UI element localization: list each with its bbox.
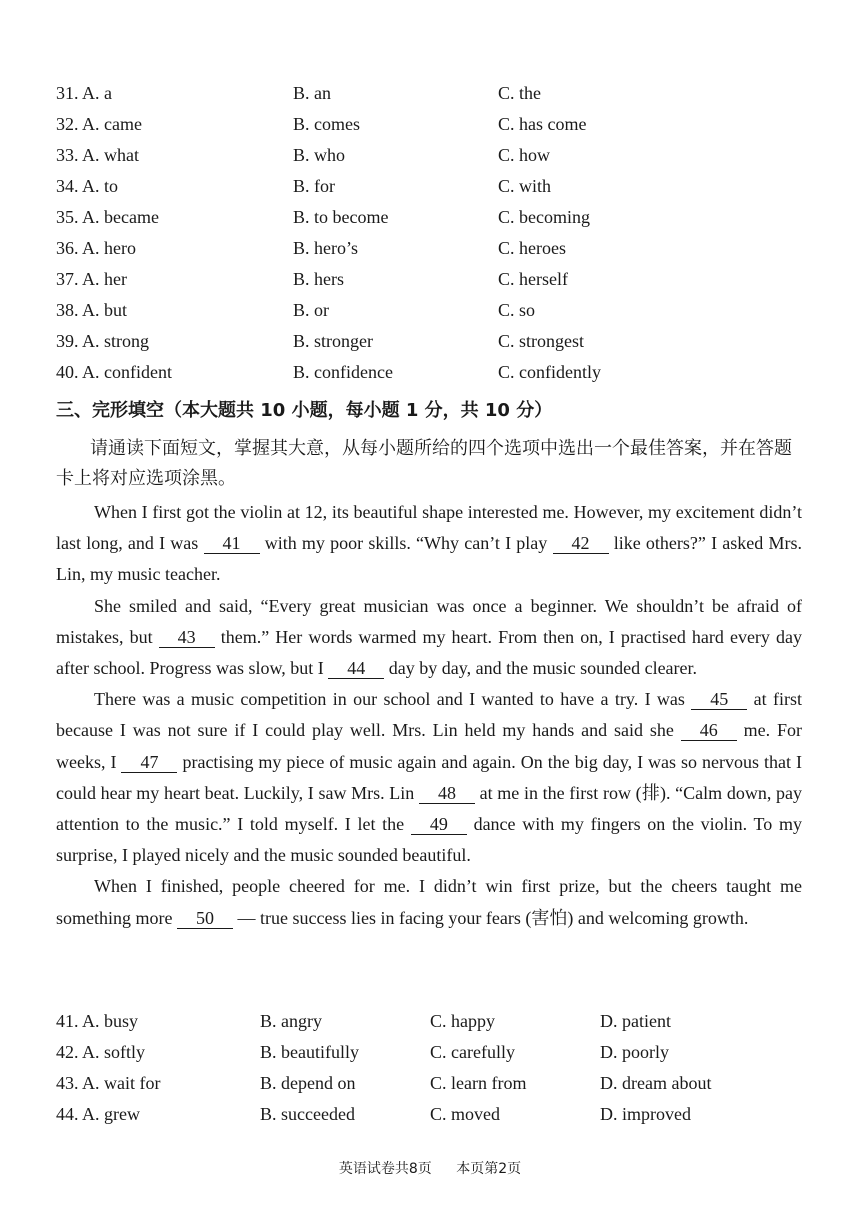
- passage-text: with my poor skills. “Why can’t I play: [259, 533, 553, 554]
- option-d: D. patient: [600, 1011, 671, 1031]
- passage-text: When I finished, people cheered for me. I didn’t win first prize, but the cheers taught me something more: [56, 876, 802, 928]
- option-d: D. poorly: [600, 1042, 669, 1062]
- option-a: 37. A. her: [56, 269, 127, 289]
- footer-current-page: 本页第2页: [456, 1161, 522, 1177]
- options-31-40: [56, 78, 816, 388]
- passage-text: them.” Her words warmed my heart. From then on, I practised hard every day after school. Progress was slow, but I: [56, 626, 802, 679]
- options-41-44: [56, 1006, 816, 1130]
- paragraph-1: [56, 497, 802, 591]
- option-b: B. confidence: [293, 362, 393, 382]
- passage-text: day by day, and the music sounded clearer.: [384, 658, 698, 679]
- option-d: D. dream about: [600, 1073, 712, 1093]
- section-instructions: 请通读下面短文，掌握其大意，从每小题所给的四个选项中选出一个最佳答案，并在答题卡上将对应选项涂黑。: [56, 438, 792, 489]
- option-a: 32. A. came: [56, 114, 142, 134]
- option-d: D. improved: [600, 1104, 691, 1124]
- option-c: C. with: [498, 176, 552, 196]
- option-a: 33. A. what: [56, 145, 139, 165]
- blank-50: 50: [177, 908, 233, 929]
- option-c: C. has come: [498, 114, 587, 134]
- passage-text: — true success lies in facing your fears (害怕) and welcoming growth.: [232, 907, 749, 928]
- option-b: B. stronger: [293, 331, 373, 351]
- option-row-44: [56, 1099, 816, 1130]
- blank-45: 45: [691, 689, 747, 710]
- option-row-35: [56, 202, 816, 233]
- option-row-39: [56, 326, 816, 357]
- paragraph-2: [56, 591, 802, 685]
- blank-46: 46: [681, 720, 737, 741]
- passage-text: dance with my fingers on the violin. To my surprise, I played nicely and the music sounded beautiful.: [56, 814, 802, 866]
- option-a: 42. A. softly: [56, 1042, 146, 1062]
- blank-42: 42: [553, 533, 609, 554]
- option-row-42: [56, 1037, 816, 1068]
- blank-43: 43: [159, 627, 215, 648]
- cloze-passage: [56, 497, 802, 934]
- page-footer: [0, 1158, 860, 1178]
- paragraph-4: [56, 871, 802, 933]
- passage-text: There was a music competition in our school and I wanted to have a try. I was: [94, 689, 692, 710]
- option-c: C. how: [498, 145, 551, 165]
- option-b: B. comes: [293, 114, 360, 134]
- option-row-33: [56, 140, 816, 171]
- option-b: B. who: [293, 145, 346, 165]
- option-row-40: [56, 357, 816, 388]
- option-a: 34. A. to: [56, 176, 119, 196]
- option-b: B. or: [293, 300, 329, 320]
- blank-44: 44: [328, 658, 384, 679]
- option-c: C. learn from: [430, 1073, 527, 1093]
- passage-text: like others?” I asked Mrs. Lin, my music teacher.: [56, 533, 802, 585]
- option-b: B. succeeded: [260, 1104, 355, 1124]
- option-a: 39. A. strong: [56, 331, 150, 351]
- blank-48: 48: [419, 783, 475, 804]
- option-row-43: [56, 1068, 816, 1099]
- option-c: C. strongest: [498, 331, 585, 351]
- option-a: 41. A. busy: [56, 1011, 139, 1031]
- option-b: B. hers: [293, 269, 344, 289]
- option-row-32: [56, 109, 816, 140]
- option-a: 36. A. hero: [56, 238, 136, 258]
- option-a: 40. A. confident: [56, 362, 172, 382]
- option-c: C. carefully: [430, 1042, 515, 1062]
- option-c: C. the: [498, 83, 541, 103]
- option-c: C. becoming: [498, 207, 590, 227]
- option-c: C. heroes: [498, 238, 566, 258]
- option-row-36: [56, 233, 816, 264]
- option-row-31: [56, 78, 816, 109]
- option-c: C. moved: [430, 1104, 500, 1124]
- option-a: 35. A. became: [56, 207, 159, 227]
- option-b: B. an: [293, 83, 331, 103]
- option-c: C. happy: [430, 1011, 495, 1031]
- blank-41: 41: [204, 533, 260, 554]
- option-b: B. hero’s: [293, 238, 358, 258]
- passage-text: practising my piece of music again and again. On the big day, I was so nervous that I could hear my heart beat. Luckily, I saw Mrs. Lin: [56, 751, 802, 803]
- option-a: 31. A. a: [56, 83, 112, 103]
- option-c: C. so: [498, 300, 536, 320]
- option-row-37: [56, 264, 816, 295]
- option-row-38: [56, 295, 816, 326]
- option-a: 44. A. grew: [56, 1104, 140, 1124]
- passage-text: me. For weeks, I: [56, 720, 802, 772]
- footer-total-pages: 英语试卷共8页: [338, 1161, 432, 1177]
- passage-text: at first because I was not sure if I could play well. Mrs. Lin held my hands and said she: [56, 689, 802, 741]
- option-c: C. herself: [498, 269, 568, 289]
- option-b: B. to become: [293, 207, 389, 227]
- option-row-34: [56, 171, 816, 202]
- option-a: 38. A. but: [56, 300, 128, 320]
- blank-47: 47: [121, 752, 177, 773]
- passage-text: at me in the first row (排). “Calm down, pay attention to the music.” I told myself. I let the: [56, 782, 802, 835]
- option-c: C. confidently: [498, 362, 601, 382]
- option-b: B. for: [293, 176, 335, 196]
- section-title: 三、完形填空（本大题共 10 小题，每小题 1 分，共 10 分）: [56, 400, 553, 421]
- option-b: B. angry: [260, 1011, 322, 1031]
- option-b: B. beautifully: [260, 1042, 359, 1062]
- option-row-41: [56, 1006, 816, 1037]
- option-b: B. depend on: [260, 1073, 356, 1093]
- passage-text: She smiled and said, “Every great musician was once a beginner. We shouldn’t be afraid of mistakes, but: [56, 595, 802, 647]
- passage-text: When I first got the violin at 12, its beautiful shape interested me. However, my excitement didn’t last long, and I was: [56, 502, 802, 554]
- option-a: 43. A. wait for: [56, 1073, 161, 1093]
- blank-49: 49: [411, 814, 467, 835]
- paragraph-3: [56, 684, 802, 871]
